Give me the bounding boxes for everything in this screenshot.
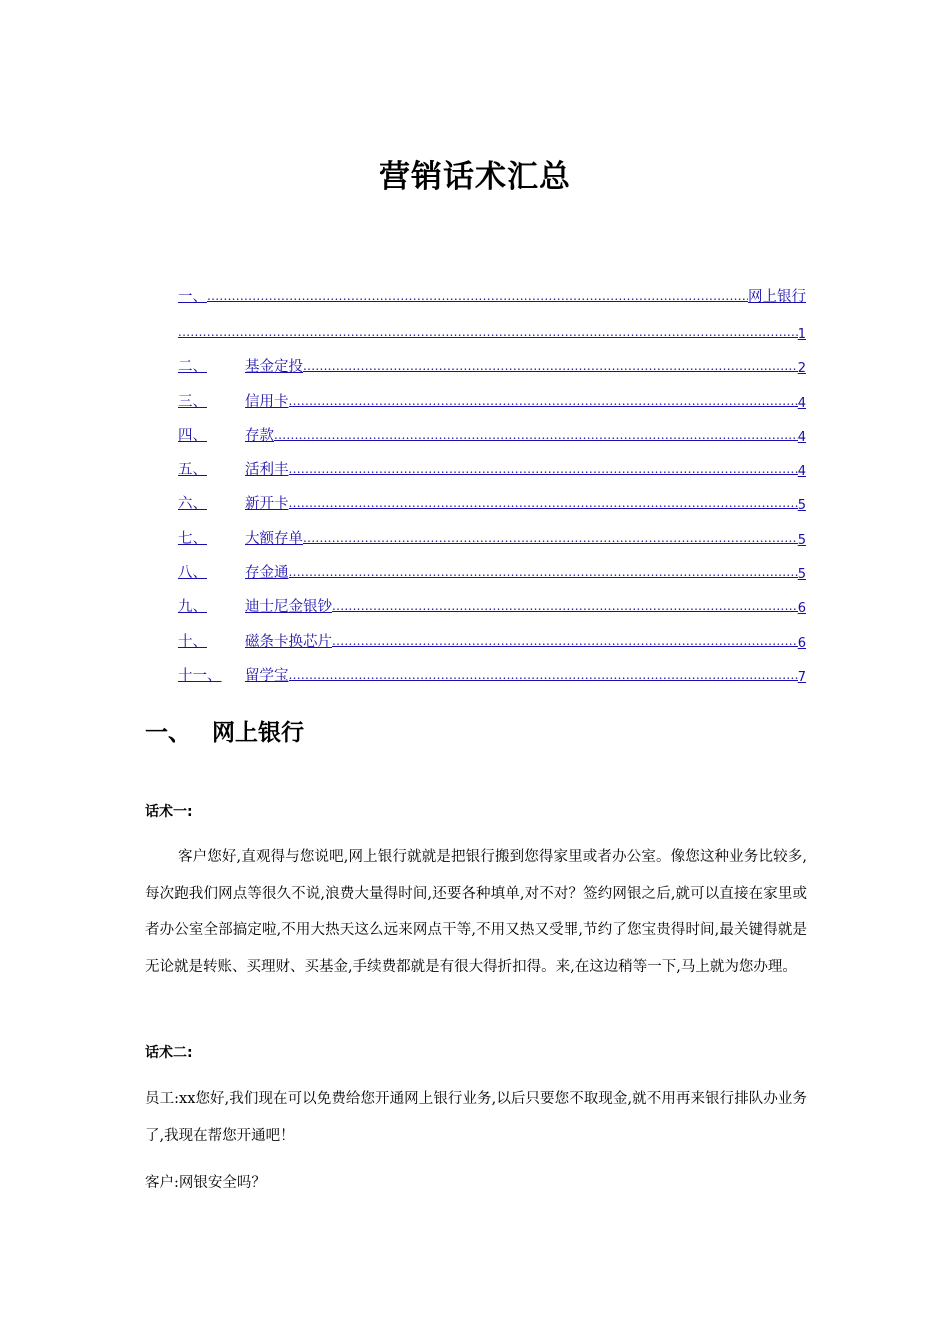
toc-entry-page: 6 bbox=[797, 601, 806, 617]
toc-entry-number: 七、 bbox=[178, 530, 207, 547]
toc-leader bbox=[289, 390, 798, 407]
toc-entry-4[interactable] bbox=[178, 411, 806, 445]
toc-entry-label: 留学宝 bbox=[245, 667, 289, 684]
toc-entry-11[interactable] bbox=[178, 651, 806, 685]
toc-entry-10[interactable] bbox=[178, 616, 806, 650]
script-two-employee-line: 员工:xx您好,我们现在可以免费给您开通网上银行业务,以后只要您不取现金,就不用再来银行排队办业务了,我现在帮您开通吧！ bbox=[145, 1091, 807, 1144]
toc-entry-page: 4 bbox=[797, 464, 806, 480]
script-one-heading: 话术一: bbox=[145, 804, 193, 820]
toc-leader bbox=[303, 527, 798, 544]
toc-entry-label: 新开卡 bbox=[245, 496, 289, 513]
toc-leader bbox=[274, 424, 798, 441]
toc-entry-2[interactable] bbox=[178, 342, 806, 376]
toc-entry-9[interactable] bbox=[178, 582, 806, 616]
toc-leader bbox=[332, 595, 798, 612]
section-number: 一、 bbox=[145, 720, 191, 746]
section-heading-online-banking bbox=[145, 713, 304, 753]
section-title: 网上银行 bbox=[212, 720, 304, 746]
toc-entry-label: 基金定投 bbox=[245, 359, 303, 376]
toc-entry-number: 一、 bbox=[178, 289, 207, 305]
toc-entry-page: 6 bbox=[797, 635, 806, 651]
toc-entry-6[interactable] bbox=[178, 479, 806, 513]
toc-entry-page: 5 bbox=[797, 567, 806, 583]
toc-leader bbox=[332, 630, 798, 647]
toc-entry-number: 二、 bbox=[178, 359, 207, 376]
toc-leader bbox=[207, 285, 748, 302]
toc-leader bbox=[178, 321, 798, 338]
toc-entry-number: 三、 bbox=[178, 393, 207, 410]
toc-entry-number: 六、 bbox=[178, 496, 207, 513]
toc-entry-number: 十一、 bbox=[178, 667, 222, 684]
toc-entry-page: 1 bbox=[797, 327, 806, 342]
script-one-paragraph: 客户您好,直观得与您说吧,网上银行就就是把银行搬到您得家里或者办公室。像您这种业务比较多,每次跑我们网点等很久不说,浪费大量得时间,还要各种填单,对不对？签约网银之后,就可以直接在家里或者办公室全部搞定啦,不用大热天这么远来网点干等,不用又热又受罪,节约了您宝贵得时间,最关键得就是无论就是转账、买理财、买基金,手续费都就是有很大得折扣得。来,在这边稍等一下,马上就为您办理。 bbox=[145, 849, 807, 975]
toc-leader bbox=[289, 492, 798, 509]
toc-entry-number: 五、 bbox=[178, 462, 207, 479]
toc-entry-number: 十、 bbox=[178, 633, 207, 650]
toc-entry-page: 7 bbox=[797, 669, 806, 685]
toc-leader bbox=[289, 664, 798, 681]
toc-entry-page: 5 bbox=[797, 498, 806, 514]
toc-entry-number: 四、 bbox=[178, 427, 207, 444]
toc-leader bbox=[289, 561, 798, 578]
toc-entry-page: 4 bbox=[797, 395, 806, 411]
toc-entry-8[interactable] bbox=[178, 548, 806, 582]
toc-entry-page: 4 bbox=[797, 429, 806, 445]
toc-entry-number: 八、 bbox=[178, 565, 207, 582]
document-title: 营销话术汇总 bbox=[379, 159, 571, 195]
toc-entry-label: 信用卡 bbox=[245, 393, 289, 410]
toc-entry-7[interactable] bbox=[178, 513, 806, 547]
toc-entry-label: 活利丰 bbox=[245, 462, 289, 479]
script-two-customer-line: 客户:网银安全吗？ bbox=[145, 1175, 266, 1191]
toc-entry-1[interactable] bbox=[178, 276, 806, 306]
toc-entry-label: 存款 bbox=[245, 427, 274, 444]
toc-entry-label: 迪士尼金银钞 bbox=[245, 599, 332, 616]
toc-entry-label: 磁条卡换芯片 bbox=[245, 633, 332, 650]
script-two-heading: 话术二: bbox=[145, 1045, 193, 1061]
toc-entry-1-page-line[interactable] bbox=[178, 306, 806, 342]
toc-entry-5[interactable] bbox=[178, 445, 806, 479]
toc-entry-number: 九、 bbox=[178, 599, 207, 616]
toc-entry-page: 2 bbox=[797, 361, 806, 377]
table-of-contents bbox=[178, 276, 806, 685]
toc-entry-label: 网上银行 bbox=[748, 289, 806, 305]
toc-leader bbox=[303, 355, 798, 372]
toc-entry-label: 存金通 bbox=[245, 565, 289, 582]
toc-entry-page: 5 bbox=[797, 532, 806, 548]
toc-entry-3[interactable] bbox=[178, 376, 806, 410]
toc-entry-label: 大额存单 bbox=[245, 530, 303, 547]
toc-leader bbox=[289, 458, 798, 475]
